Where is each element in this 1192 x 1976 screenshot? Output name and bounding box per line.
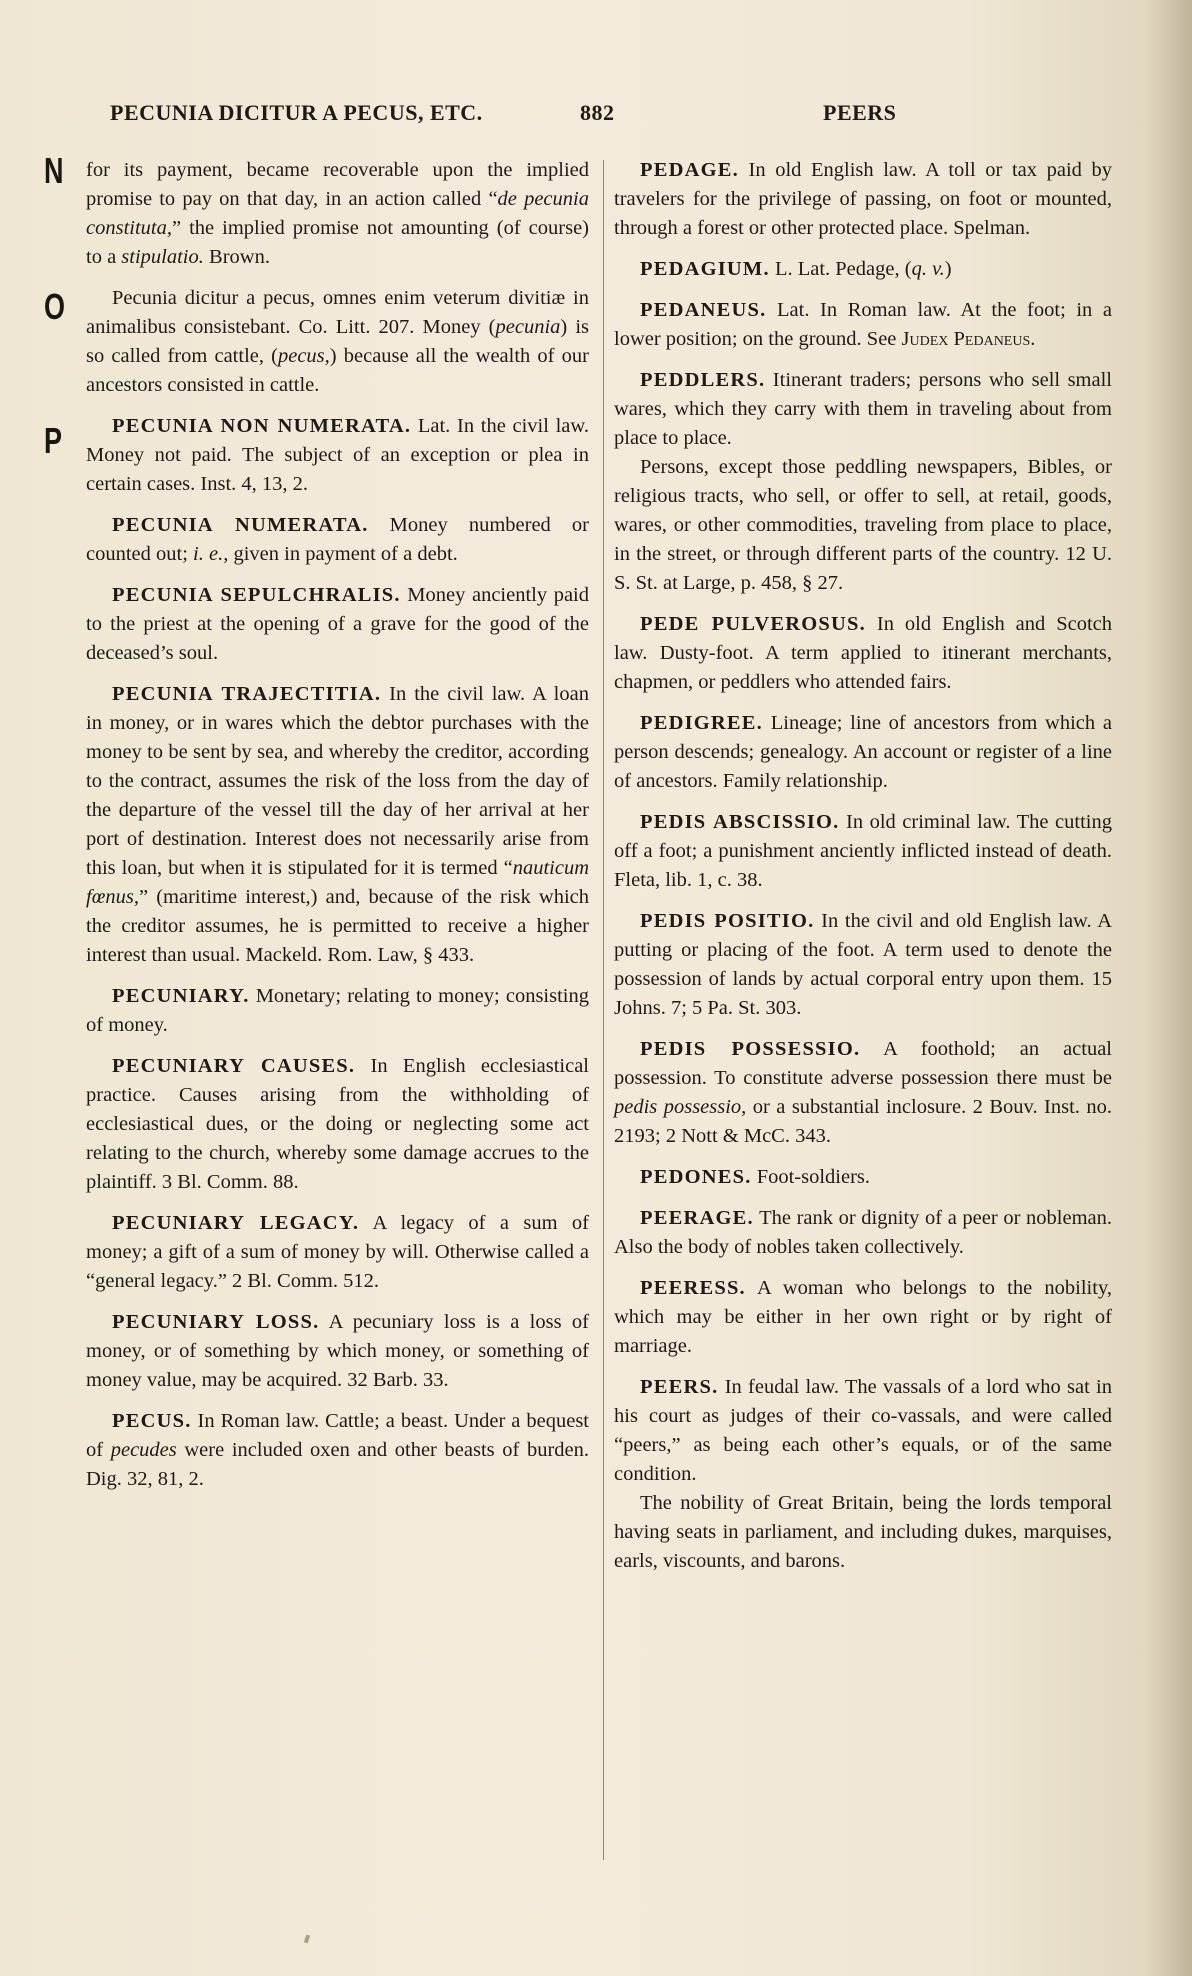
cross-reference: Judex Pedaneus. (901, 328, 1036, 350)
right-column (614, 156, 1112, 1588)
entry-pecunia-non-numerata: PECUNIA NON NUMERATA. Lat. In the civil law. Money not paid. The subject of an exception or plea in certain cases. Inst. 4, 13, 2. (86, 415, 589, 495)
entry-pecuniary: PECUNIARY. Monetary; relating to money; consisting of money. (86, 985, 589, 1036)
column-divider (603, 160, 604, 1860)
headword: PECUNIA SEPULCHRALIS. (112, 584, 401, 606)
headword: PEDAGE. (640, 159, 739, 181)
headword: PEERESS. (640, 1277, 746, 1299)
headword: PECUNIARY. (112, 985, 250, 1007)
entry-pedigree: PEDIGREE. Lineage; line of ancestors from which a person descends; genealogy. An account or register of a line of ancestors. Family relationship. (614, 712, 1112, 792)
left-column (86, 156, 589, 1506)
headword: PEDIS POSITIO. (640, 910, 815, 932)
headword: PEDIGREE. (640, 712, 763, 734)
entry-pedis-positio: PEDIS POSITIO. In the civil and old English law. A putting or placing of the foot. A term used to denote the possession of lands by actual corporal entry upon them. 15 Johns. 7; 5 Pa. St. 303. (614, 910, 1112, 1019)
entry-pedage: PEDAGE. In old English law. A toll or tax paid by travelers for the privilege of passing, on foot or mounted, through a forest or other protected place. Spelman. (614, 159, 1112, 239)
headword: PEDANEUS. (640, 299, 767, 321)
entry-pecunia-trajectitia: PECUNIA TRAJECTITIA. In the civil law. A loan in money, or in wares which the debtor purchases with the money to be sent by sea, and whereby the creditor, according to the contract, assumes the risk of the loss from the day of the departure of the vessel till the day of her arrival at her port of destination. Interest does not necessarily arise from this loan, but when it is stipulated for it is termed “nauticum fœnus,” (maritime interest,) and, because of the risk which the creditor assumes, he is permitted to receive a higher interest than usual. Mackeld. Rom. Law, § 433. (86, 683, 589, 966)
entry-peers: PEERS. In feudal law. The vassals of a lord who sat in his court as judges of their co-vassals, and were called “peers,” as being each other’s equals, or of the same condition. (614, 1376, 1112, 1485)
thumb-index-letter-o[interactable]: O (44, 286, 66, 327)
headword: PECUNIARY LOSS. (112, 1311, 320, 1333)
entry-pedaneus: PEDANEUS. Lat. In Roman law. At the foot; in a lower position; on the ground. See Judex Pedaneus. (614, 299, 1112, 350)
headword: PEERS. (640, 1376, 719, 1398)
headword: PECUS. (112, 1410, 192, 1432)
entry-pedis-abscissio: PEDIS ABSCISSIO. In old criminal law. The cutting off a foot; a punishment anciently inflicted instead of death. Fleta, lib. 1, c. 38. (614, 811, 1112, 891)
entry-pecus: PECUS. In Roman law. Cattle; a beast. Under a bequest of pecudes were included oxen and other beasts of burden. Dig. 32, 81, 2. (86, 1410, 590, 1490)
entry-pedones: PEDONES. Foot-soldiers. (640, 1166, 871, 1188)
headword: PEDAGIUM. (640, 258, 770, 280)
entry-maxim: Pecunia dicitur a pecus, omnes enim veterum divitiæ in animalibus consistebant. Co. Litt. 207. Money (pecunia) is so called from cattle, (pecus,) because all the wealth of our ancestors consisted in cattle. (86, 287, 590, 396)
entry-peers-note: The nobility of Great Britain, being the lords temporal having seats in parliament, and including dukes, marquises, earls, viscounts, and barons. (614, 1492, 1112, 1572)
headword: PEERAGE. (640, 1207, 754, 1229)
entry-pecunia-numerata: PECUNIA NUMERATA. Money numbered or counted out; i. e., given in payment of a debt. (86, 514, 589, 565)
headword: PECUNIA TRAJECTITIA. (112, 683, 382, 705)
entry-peddlers-note: Persons, except those peddling newspapers, Bibles, or religious tracts, who sell, or offer to sell, at retail, goods, wares, or other commodities, traveling from place to place, in the street, or through different parts of the country. 12 U. S. St. at Large, p. 458, § 27. (614, 456, 1112, 594)
entry-pede-pulverosus: PEDE PULVEROSUS. In old English and Scotch law. Dusty-foot. A term applied to itinerant merchants, chapmen, or peddlers who attended fairs. (614, 613, 1113, 693)
entry-pecuniary-legacy: PECUNIARY LEGACY. A legacy of a sum of money; a gift of a sum of money by will. Otherwise called a “general legacy.” 2 Bl. Comm. 512. (86, 1212, 589, 1292)
headword: PECUNIA NUMERATA. (112, 514, 369, 536)
ink-speck (304, 1935, 310, 1944)
thumb-index-letter-p[interactable]: P (44, 420, 63, 461)
entry-pedis-possessio: PEDIS POSSESSIO. A foothold; an actual possession. To constitute adverse possession there must be pedis possessio, or a substantial inclosure. 2 Bouv. Inst. no. 2193; 2 Nott & McC. 343. (614, 1038, 1113, 1147)
entry-pecuniary-loss: PECUNIARY LOSS. A pecuniary loss is a loss of money, or of something by which money, or something of money value, may be acquired. 32 Barb. 33. (86, 1311, 589, 1391)
headword: PECUNIARY CAUSES. (112, 1055, 356, 1077)
headword: PEDIS ABSCISSIO. (640, 811, 840, 833)
running-head (110, 100, 1120, 136)
page-number: 882 (580, 100, 615, 125)
entry-pecunia-sepulchralis: PECUNIA SEPULCHRALIS. Money anciently paid to the priest at the opening of a grave for the good of the deceased’s soul. (86, 584, 589, 664)
entry-peeress: PEERESS. A woman who belongs to the nobility, which may be either in her own right or by right of marriage. (614, 1277, 1112, 1357)
entry-peerage: PEERAGE. The rank or dignity of a peer or nobleman. Also the body of nobles taken collectively. (614, 1207, 1112, 1258)
headword: PEDIS POSSESSIO. (640, 1038, 861, 1060)
running-head-right: PEERS (823, 100, 897, 125)
entry-peddlers: PEDDLERS. Itinerant traders; persons who sell small wares, which they carry with them in traveling about from place to place. (614, 369, 1112, 449)
entry-continuation: for its payment, became recoverable upon the implied promise to pay on that day, in an action called “de pecunia constituta,” the implied promise not amounting (of course) to a stipulatio. Brown. (86, 159, 589, 268)
headword: PECUNIARY LEGACY. (112, 1212, 360, 1234)
running-head-left: PECUNIA DICITUR A PECUS, ETC. (110, 100, 483, 125)
entry-pecuniary-causes: PECUNIARY CAUSES. In English ecclesiastical practice. Causes arising from the withholding of ecclesiastical dues, or the doing or neglecting some act relating to the church, whereby some damage accrues to the plaintiff. 3 Bl. Comm. 88. (86, 1055, 590, 1193)
headword: PEDE PULVEROSUS. (640, 613, 866, 635)
thumb-index-letter-n[interactable]: N (44, 150, 64, 191)
headword: PEDDLERS. (640, 369, 766, 391)
headword: PECUNIA NON NUMERATA. (112, 415, 412, 437)
headword: PEDONES. (640, 1166, 752, 1188)
entry-pedagium: PEDAGIUM. L. Lat. Pedage, (q. v.) (640, 258, 952, 280)
